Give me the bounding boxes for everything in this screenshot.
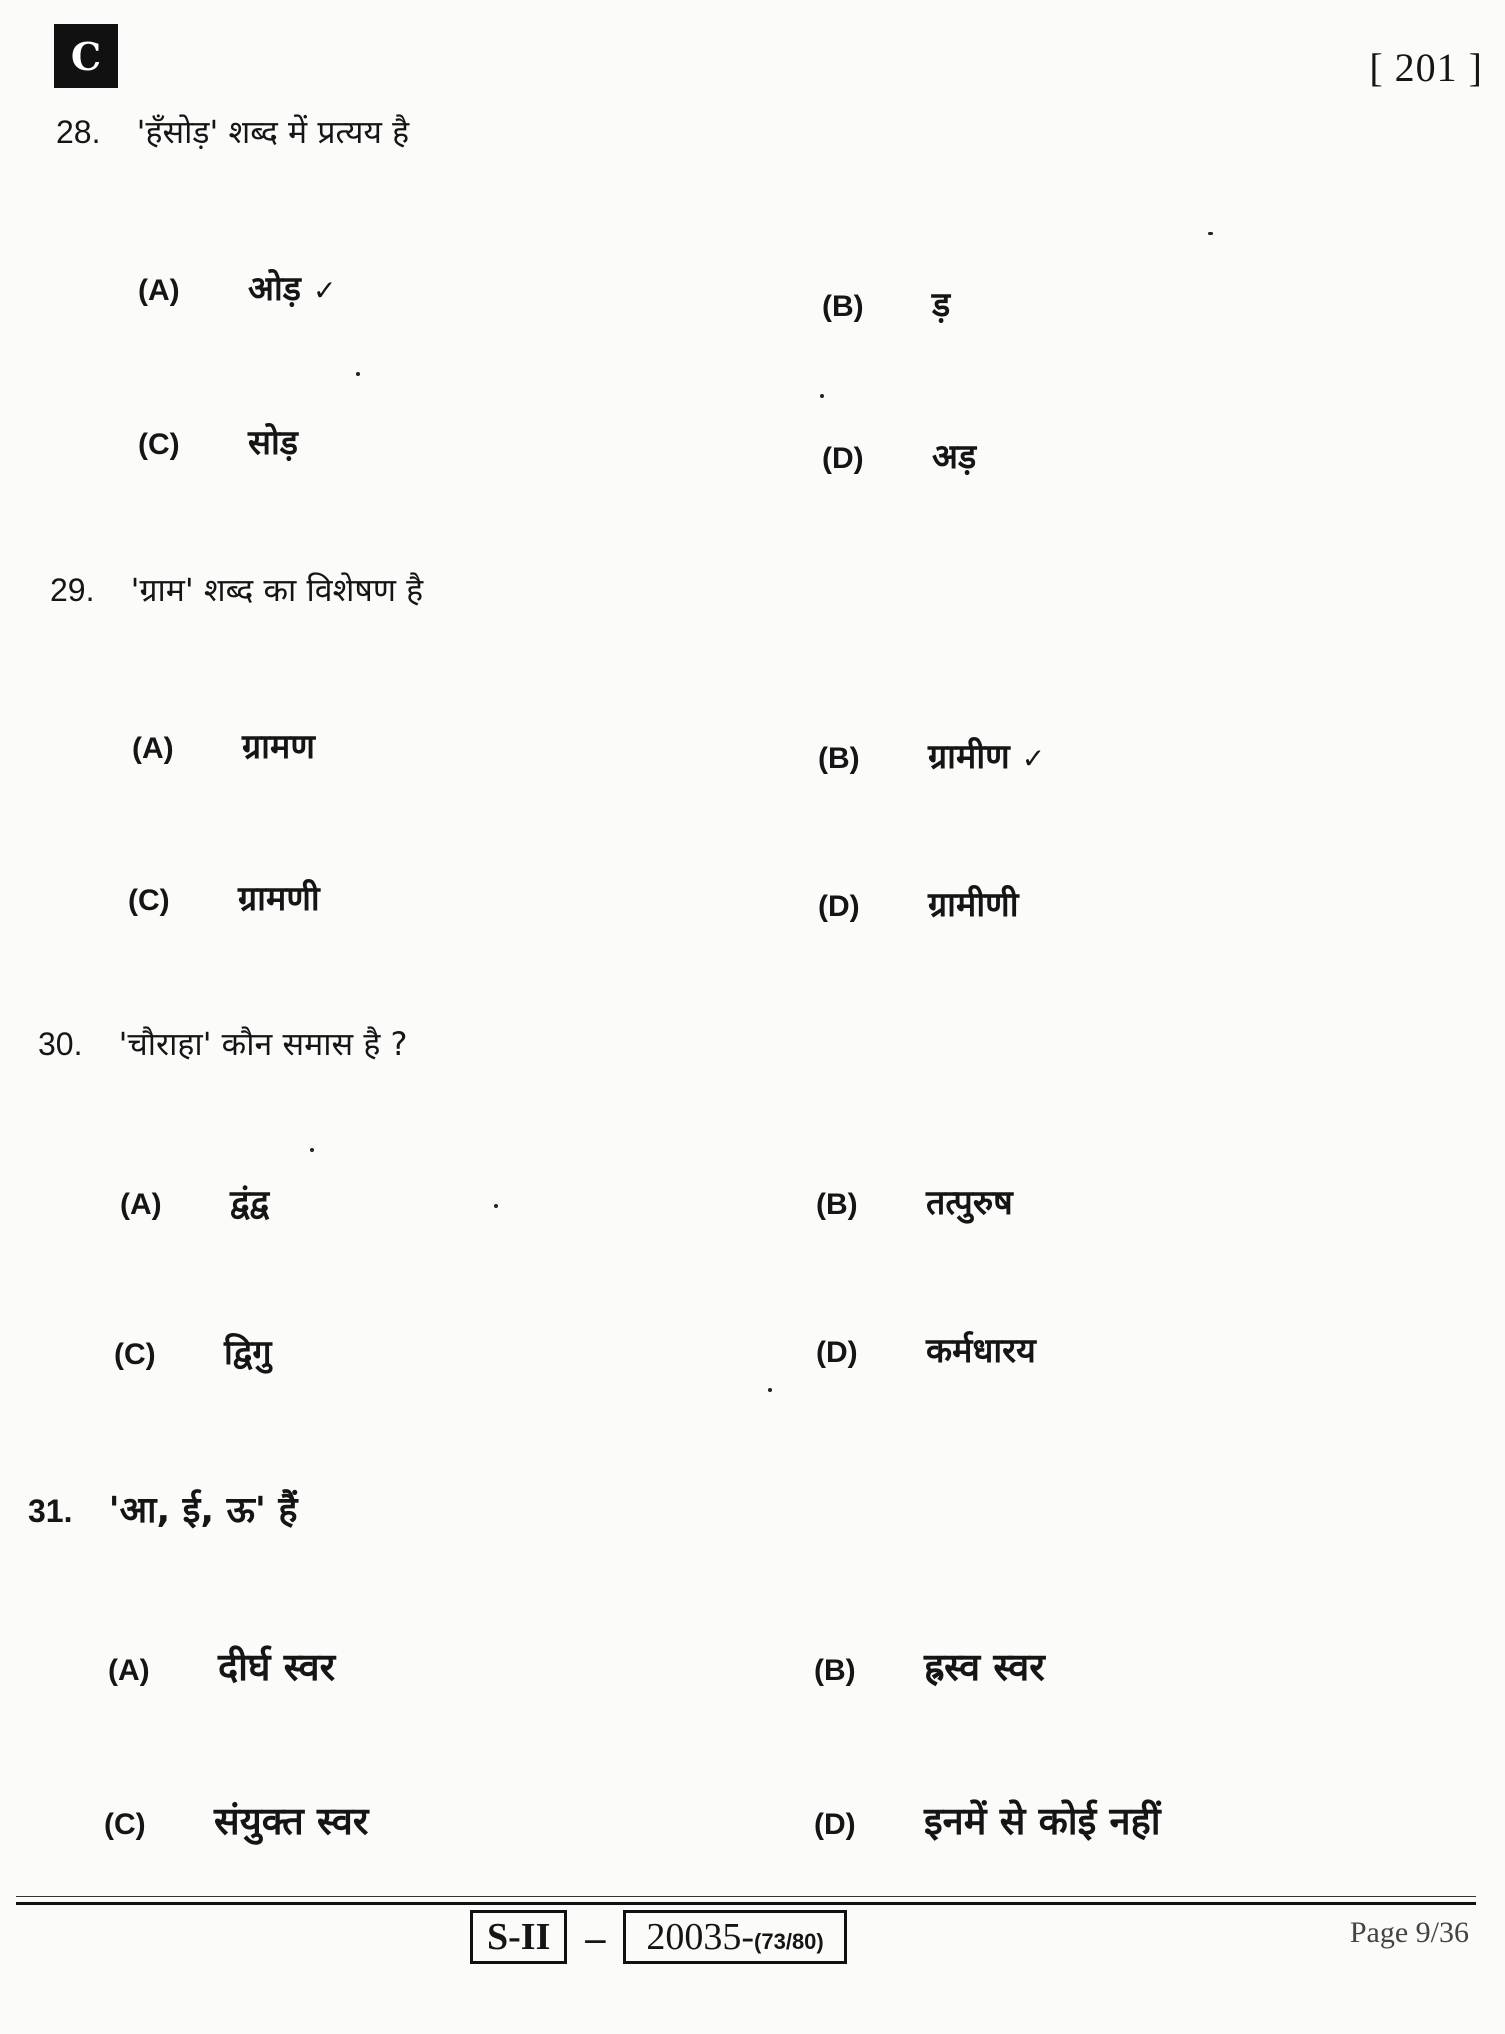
option-b <box>822 280 950 326</box>
option-letter: (A) <box>132 732 174 765</box>
option-letter: (C) <box>138 428 180 461</box>
question-stem: 'आ, ई, ऊ' हैं <box>108 1490 298 1531</box>
option-a <box>132 722 315 768</box>
option-text: ओड़ <box>248 269 301 309</box>
option-text: इनमें से कोई नहीं <box>924 1799 1161 1843</box>
footer-rule <box>16 1902 1476 1905</box>
option-c <box>104 1794 368 1846</box>
question-number: 28. <box>56 114 101 150</box>
option-c <box>128 874 320 920</box>
question-stem: 'ग्राम' शब्द का विशेषण है <box>130 571 424 609</box>
option-text: ड़ <box>932 285 951 325</box>
paper-code: [ 201 ] <box>1369 45 1483 90</box>
question-stem: 'चौराहा' कौन समास है ? <box>118 1025 408 1063</box>
option-text: ग्रामणी <box>238 879 320 919</box>
paper-number-suffix: (73/80) <box>754 1929 824 1954</box>
option-letter: (A) <box>108 1654 150 1687</box>
print-speck <box>768 1388 772 1392</box>
question-number: 31. <box>28 1493 73 1529</box>
footer-dash: – <box>585 1914 606 1960</box>
option-a <box>138 264 336 310</box>
print-speck <box>1208 232 1213 235</box>
question-number: 30. <box>38 1026 83 1062</box>
option-letter: (C) <box>104 1808 146 1841</box>
question-number: 29. <box>50 572 95 608</box>
option-b <box>814 1640 1045 1692</box>
set-code-box: S-II <box>470 1910 567 1964</box>
option-b <box>816 1178 1013 1224</box>
option-text: सोड़ <box>248 423 298 463</box>
print-speck <box>494 1204 498 1208</box>
footer-codes <box>470 1910 847 1964</box>
option-text: अड़ <box>932 437 977 477</box>
question-stem: 'हँसोड़' शब्द में प्रत्यय है <box>136 113 410 151</box>
option-letter: (A) <box>120 1188 162 1221</box>
option-letter: (A) <box>138 274 180 307</box>
footer-rule-thin <box>16 1896 1476 1897</box>
option-text: द्विगु <box>224 1333 272 1373</box>
tick-mark-icon: ✓ <box>1021 742 1046 775</box>
option-c <box>114 1328 272 1374</box>
option-letter: (C) <box>128 884 170 917</box>
option-text: ह्रस्व स्वर <box>924 1645 1045 1689</box>
option-text: द्वंद्व <box>230 1183 270 1223</box>
option-letter: (B) <box>814 1654 856 1687</box>
option-b <box>818 732 1045 778</box>
option-letter: (D) <box>822 442 864 475</box>
option-letter: (D) <box>814 1808 856 1841</box>
print-speck <box>820 394 824 398</box>
option-d <box>816 1326 1036 1372</box>
option-d <box>818 880 1019 926</box>
option-text: संयुक्त स्वर <box>214 1799 369 1843</box>
option-letter: (B) <box>822 290 864 323</box>
paper-number: 20035- <box>646 1916 755 1958</box>
option-d <box>814 1794 1161 1846</box>
option-text: दीर्घ स्वर <box>218 1645 336 1689</box>
option-letter: (B) <box>816 1188 858 1221</box>
tick-mark-icon: ✓ <box>312 274 337 307</box>
option-a <box>120 1178 269 1224</box>
print-speck <box>310 1148 314 1152</box>
option-letter: (B) <box>818 742 860 775</box>
option-letter: (D) <box>818 890 860 923</box>
option-a <box>108 1640 335 1692</box>
option-text: तत्पुरुष <box>926 1183 1013 1223</box>
option-d <box>822 432 976 478</box>
option-text: ग्रामीण <box>928 737 1010 777</box>
print-speck <box>356 372 360 376</box>
option-text: कर्मधारय <box>926 1331 1036 1371</box>
page-number: Page 9/36 <box>1349 1916 1469 1949</box>
option-text: ग्रामण <box>242 727 315 767</box>
paper-number-box <box>623 1910 846 1964</box>
option-c <box>138 418 298 464</box>
option-letter: (C) <box>114 1338 156 1371</box>
series-badge: C <box>54 24 118 88</box>
option-letter: (D) <box>816 1336 858 1369</box>
option-text: ग्रामीणी <box>928 885 1019 925</box>
